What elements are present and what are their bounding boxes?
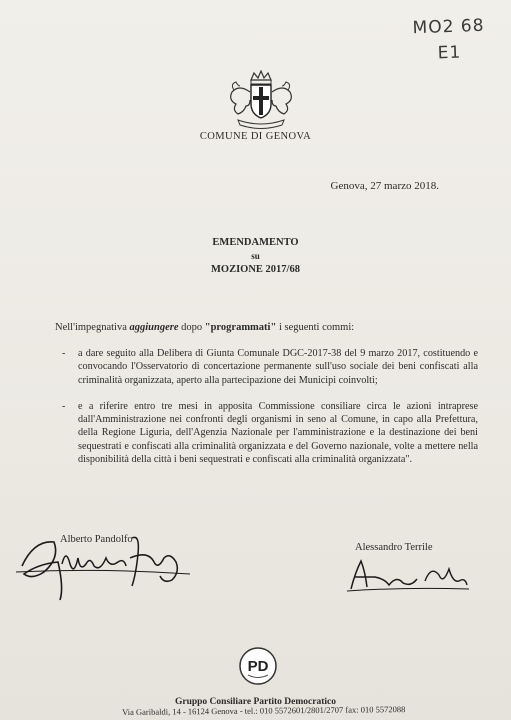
title-line-3: MOZIONE 2017/68 <box>211 264 300 275</box>
genoa-coat-of-arms-icon <box>224 70 298 132</box>
intro-pre: Nell'impegnativa <box>55 322 130 333</box>
document-title <box>0 236 511 277</box>
intro-mid: dopo <box>178 322 205 333</box>
intro-word-programmati: "programmati" <box>204 322 277 333</box>
svg-text:PD: PD <box>247 658 269 675</box>
intro-post: i seguenti commi: <box>276 322 355 333</box>
intro-word-aggiungere: aggiungere <box>129 322 179 333</box>
signatory-right-name: Alessandro Terrile <box>355 542 433 553</box>
pd-logo-icon <box>238 646 278 686</box>
handwritten-ref-line2: E1 <box>437 42 462 64</box>
footer-address: Via Garibaldi, 14 - 16124 Genova - tel.: 010 5572601/2801/2707 fax: 010 5572088 <box>122 704 406 717</box>
amendment-items <box>60 347 478 479</box>
intro-paragraph <box>55 322 475 333</box>
handwritten-reference <box>403 12 495 67</box>
party-group-name: Gruppo Consiliare Partito Democratico <box>174 697 337 707</box>
title-line-2: su <box>251 250 260 261</box>
list-item: - a dare seguito alla Delibera di Giunta Comunale DGC-2017-38 del 9 marzo 2017, costituendo e convocando l'Osservatorio di concertazione permanente sull'uso sociale dei beni confiscati alla criminalità organizzata, aperto alla partecipazione dei Municipi coinvolti; <box>60 347 478 387</box>
municipality-name: COMUNE DI GENOVA <box>199 131 312 142</box>
list-item: - e a riferire entro tre mesi in apposita Commissione consiliare circa le azioni intraprese dall'Amministrazione nei confronti degli organismi in seno al Comune, in capo alla Prefettura, della Regione Liguria, dell'Agenzia Nazionale per l'amministrazione e la destinazione dei beni sequestrati e confiscati alla criminalità organizzata e del Governo nazionale, volte a mettere nella disponibilità della città i beni sequestrati e confiscati alla criminalità organizzata". <box>60 400 478 466</box>
title-line-1: EMENDAMENTO <box>212 237 299 248</box>
signatory-left-name: Alberto Pandolfo <box>60 534 133 545</box>
place-date: Genova, 27 marzo 2018. <box>330 180 439 192</box>
signature-right <box>345 555 470 595</box>
signature-left <box>14 528 194 606</box>
handwritten-ref-line1: MO2 68 <box>412 15 485 39</box>
